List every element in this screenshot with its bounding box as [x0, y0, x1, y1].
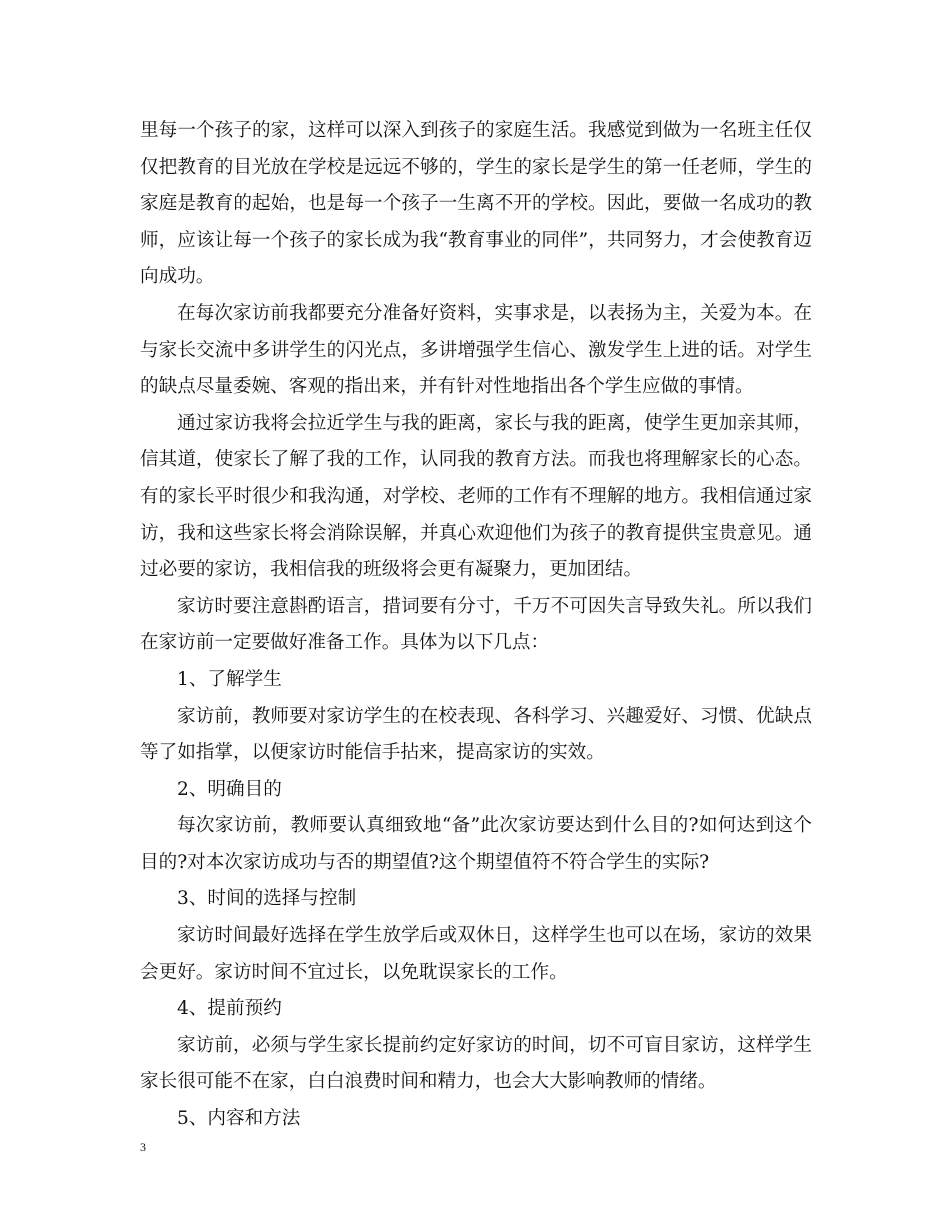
paragraph-preparation: 在每次家访前我都要充分准备好资料，实事求是，以表扬为主，关爱为本。在与家长交流中多讲学生的闪光点，多讲增强学生信心、激发学生上进的话。对学生的缺点尽量委婉、客观的指出来，并有针对性地指出各个学生应做的事情。 — [140, 302, 812, 398]
paragraph-benefits: 通过家访我将会拉近学生与我的距离，家长与我的距离，使学生更加亲其师，信其道，使家长了解了我的工作，认同我的教育方法。而我也将理解家长的心态。有的家长平时很少和我沟通，对学校、老师的工作有不理解的地方。我相信通过家访，我和这些家长将会消除误解，并真心欢迎他们为孩子的教育提供宝贵意见。通过必要的家访，我相信我的班级将会更有凝聚力，更加团结。 — [140, 412, 812, 581]
paragraph-clear-purpose: 每次家访前，教师要认真细致地“备”此次家访要达到什么目的?如何达到这个目的?对本次家访成功与否的期望值?这个期望值符不符合学生的实际? — [140, 815, 812, 873]
paragraph-understand-students: 家访前，教师要对家访学生的在校表现、各科学习、兴趣爱好、习惯、优缺点等了如指掌，以便家访时能信手拈来，提高家访的实效。 — [140, 705, 812, 764]
heading-content-methods: 5、内容和方法 — [177, 1108, 301, 1130]
document-body — [140, 113, 812, 1138]
heading-appointment: 4、提前预约 — [177, 998, 282, 1020]
page-number: 3 — [140, 1140, 146, 1154]
heading-time-control: 3、时间的选择与控制 — [177, 888, 357, 910]
heading-understand-students: 1、了解学生 — [177, 668, 282, 690]
paragraph-language: 家访时要注意斟酌语言，措词要有分寸，千万不可因失言导致失礼。所以我们在家访前一定要做好准备工作。具体为以下几点： — [140, 595, 812, 654]
paragraph-intro: 里每一个孩子的家，这样可以深入到孩子的家庭生活。我感觉到做为一名班主任仅仅把教育的目光放在学校是远远不够的，学生的家长是学生的第一任老师，学生的家庭是教育的起始，也是每一个孩子一生离不开的学校。因此，要做一名成功的教师，应该让每一个孩子的家长成为我“教育事业的同伴”，共同努力，才会使教育迈向成功。 — [140, 120, 812, 288]
paragraph-appointment: 家访前，必须与学生家长提前约定好家访的时间，切不可盲目家访，这样学生家长很可能不在家，白白浪费时间和精力，也会大大影响教师的情绪。 — [140, 1034, 812, 1093]
heading-clear-purpose: 2、明确目的 — [177, 778, 282, 800]
paragraph-time-control: 家访时间最好选择在学生放学后或双休日，这样学生也可以在场，家访的效果会更好。家访时间不宜过长，以免耽误家长的工作。 — [140, 925, 812, 983]
